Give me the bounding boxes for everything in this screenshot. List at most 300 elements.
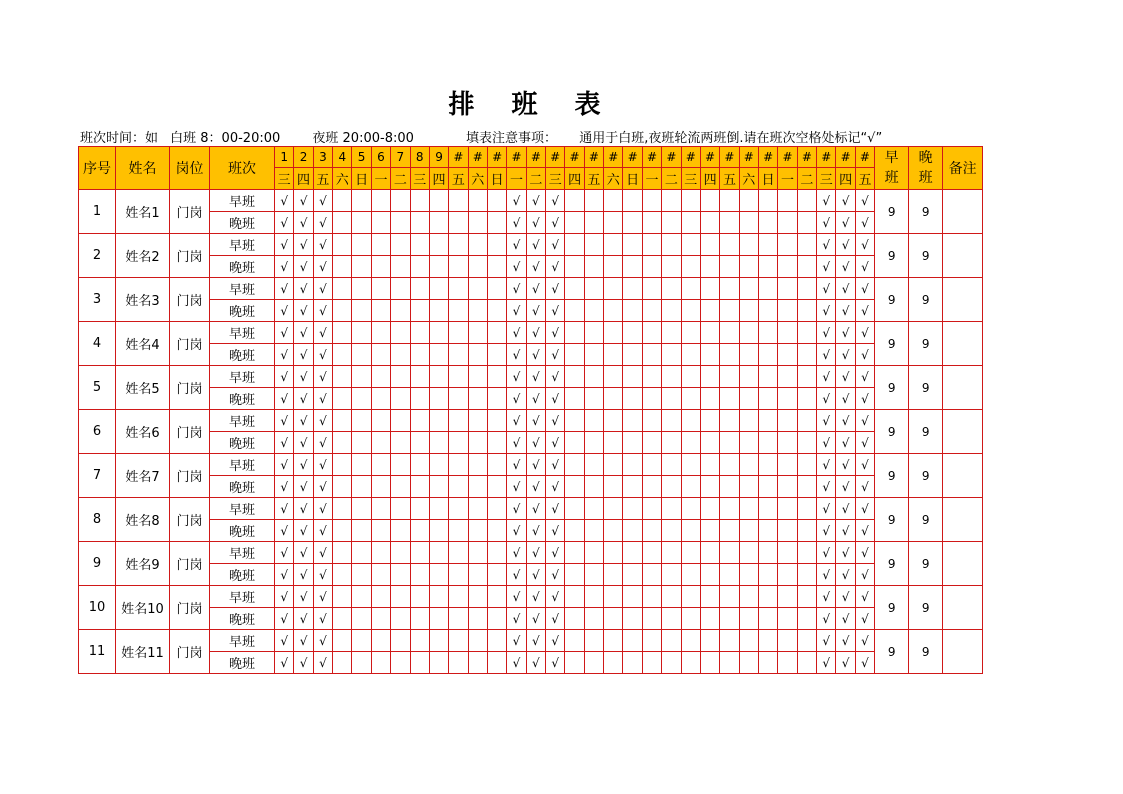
schedule-cell[interactable] [487, 608, 506, 630]
remark-cell[interactable] [943, 542, 983, 586]
schedule-cell[interactable] [468, 344, 487, 366]
schedule-cell[interactable]: √ [313, 410, 332, 432]
schedule-cell[interactable] [720, 212, 739, 234]
schedule-cell[interactable] [758, 322, 777, 344]
schedule-cell[interactable]: √ [836, 344, 855, 366]
schedule-cell[interactable]: √ [855, 410, 874, 432]
schedule-cell[interactable] [758, 520, 777, 542]
schedule-cell[interactable]: √ [855, 432, 874, 454]
schedule-cell[interactable] [739, 344, 758, 366]
schedule-cell[interactable] [720, 256, 739, 278]
schedule-cell[interactable] [584, 190, 603, 212]
schedule-cell[interactable]: √ [817, 388, 836, 410]
schedule-cell[interactable] [391, 212, 410, 234]
schedule-cell[interactable] [720, 476, 739, 498]
schedule-cell[interactable]: √ [836, 630, 855, 652]
schedule-cell[interactable] [391, 432, 410, 454]
schedule-cell[interactable] [565, 586, 584, 608]
schedule-cell[interactable] [739, 388, 758, 410]
schedule-cell[interactable]: √ [836, 278, 855, 300]
schedule-cell[interactable] [333, 476, 352, 498]
schedule-cell[interactable] [604, 388, 623, 410]
remark-cell[interactable] [943, 630, 983, 674]
schedule-cell[interactable]: √ [294, 454, 313, 476]
schedule-cell[interactable] [681, 542, 700, 564]
schedule-cell[interactable] [681, 366, 700, 388]
schedule-cell[interactable] [333, 256, 352, 278]
schedule-cell[interactable] [468, 498, 487, 520]
schedule-cell[interactable] [468, 564, 487, 586]
schedule-cell[interactable] [391, 322, 410, 344]
schedule-cell[interactable] [700, 278, 719, 300]
schedule-cell[interactable]: √ [275, 256, 294, 278]
schedule-cell[interactable] [700, 586, 719, 608]
schedule-cell[interactable] [758, 454, 777, 476]
schedule-cell[interactable] [758, 212, 777, 234]
schedule-cell[interactable] [720, 278, 739, 300]
schedule-cell[interactable]: √ [294, 652, 313, 674]
schedule-cell[interactable] [371, 366, 390, 388]
schedule-cell[interactable] [333, 234, 352, 256]
schedule-cell[interactable] [662, 652, 681, 674]
schedule-cell[interactable] [642, 520, 661, 542]
schedule-cell[interactable] [449, 432, 468, 454]
schedule-cell[interactable]: √ [546, 278, 565, 300]
schedule-cell[interactable]: √ [526, 322, 545, 344]
schedule-cell[interactable] [352, 586, 371, 608]
schedule-cell[interactable]: √ [313, 652, 332, 674]
schedule-cell[interactable] [391, 300, 410, 322]
schedule-cell[interactable]: √ [294, 190, 313, 212]
schedule-cell[interactable] [565, 476, 584, 498]
schedule-cell[interactable] [739, 476, 758, 498]
remark-cell[interactable] [943, 586, 983, 630]
schedule-cell[interactable] [352, 344, 371, 366]
schedule-cell[interactable]: √ [294, 498, 313, 520]
schedule-cell[interactable] [449, 454, 468, 476]
schedule-cell[interactable] [487, 498, 506, 520]
schedule-cell[interactable] [371, 300, 390, 322]
schedule-cell[interactable]: √ [817, 630, 836, 652]
schedule-cell[interactable] [623, 542, 642, 564]
schedule-cell[interactable] [681, 476, 700, 498]
schedule-cell[interactable]: √ [294, 234, 313, 256]
schedule-cell[interactable] [410, 366, 429, 388]
schedule-cell[interactable]: √ [294, 410, 313, 432]
schedule-cell[interactable] [371, 256, 390, 278]
schedule-cell[interactable] [449, 190, 468, 212]
schedule-cell[interactable] [681, 432, 700, 454]
schedule-cell[interactable] [371, 234, 390, 256]
schedule-cell[interactable] [468, 542, 487, 564]
schedule-cell[interactable] [429, 608, 448, 630]
schedule-cell[interactable]: √ [275, 388, 294, 410]
schedule-cell[interactable] [604, 190, 623, 212]
schedule-cell[interactable] [333, 410, 352, 432]
schedule-cell[interactable] [623, 432, 642, 454]
schedule-cell[interactable] [700, 630, 719, 652]
schedule-cell[interactable]: √ [817, 256, 836, 278]
schedule-cell[interactable] [778, 630, 797, 652]
schedule-cell[interactable] [410, 278, 429, 300]
schedule-cell[interactable] [371, 432, 390, 454]
schedule-cell[interactable]: √ [313, 344, 332, 366]
schedule-cell[interactable]: √ [313, 454, 332, 476]
schedule-cell[interactable]: √ [294, 344, 313, 366]
schedule-cell[interactable] [778, 410, 797, 432]
schedule-cell[interactable] [623, 652, 642, 674]
schedule-cell[interactable] [681, 322, 700, 344]
schedule-cell[interactable] [681, 630, 700, 652]
schedule-cell[interactable] [352, 608, 371, 630]
schedule-cell[interactable] [623, 608, 642, 630]
schedule-cell[interactable]: √ [526, 542, 545, 564]
schedule-cell[interactable]: √ [507, 190, 526, 212]
schedule-cell[interactable]: √ [546, 608, 565, 630]
schedule-cell[interactable] [662, 366, 681, 388]
schedule-cell[interactable] [604, 564, 623, 586]
schedule-cell[interactable] [371, 212, 390, 234]
schedule-cell[interactable] [778, 278, 797, 300]
schedule-cell[interactable] [739, 410, 758, 432]
schedule-cell[interactable] [410, 388, 429, 410]
schedule-cell[interactable] [352, 234, 371, 256]
schedule-cell[interactable]: √ [817, 520, 836, 542]
schedule-cell[interactable] [797, 608, 816, 630]
schedule-cell[interactable] [662, 256, 681, 278]
schedule-cell[interactable] [333, 322, 352, 344]
schedule-cell[interactable] [778, 432, 797, 454]
schedule-cell[interactable]: √ [546, 498, 565, 520]
schedule-cell[interactable] [449, 520, 468, 542]
schedule-cell[interactable] [565, 344, 584, 366]
schedule-cell[interactable] [449, 476, 468, 498]
schedule-cell[interactable]: √ [526, 520, 545, 542]
schedule-cell[interactable]: √ [294, 256, 313, 278]
schedule-cell[interactable]: √ [836, 388, 855, 410]
schedule-cell[interactable]: √ [855, 454, 874, 476]
schedule-cell[interactable]: √ [275, 586, 294, 608]
schedule-cell[interactable] [758, 256, 777, 278]
schedule-cell[interactable]: √ [817, 498, 836, 520]
schedule-cell[interactable] [700, 344, 719, 366]
schedule-cell[interactable] [565, 652, 584, 674]
schedule-cell[interactable]: √ [817, 476, 836, 498]
schedule-cell[interactable] [371, 542, 390, 564]
schedule-cell[interactable] [429, 278, 448, 300]
schedule-cell[interactable] [429, 432, 448, 454]
schedule-cell[interactable] [604, 520, 623, 542]
schedule-cell[interactable] [778, 542, 797, 564]
schedule-cell[interactable] [468, 630, 487, 652]
schedule-cell[interactable] [333, 454, 352, 476]
schedule-cell[interactable] [565, 432, 584, 454]
schedule-cell[interactable] [778, 234, 797, 256]
schedule-cell[interactable] [642, 432, 661, 454]
schedule-cell[interactable] [778, 256, 797, 278]
schedule-cell[interactable] [604, 322, 623, 344]
schedule-cell[interactable] [333, 520, 352, 542]
schedule-cell[interactable] [623, 410, 642, 432]
schedule-cell[interactable] [487, 586, 506, 608]
schedule-cell[interactable] [333, 564, 352, 586]
schedule-cell[interactable]: √ [546, 564, 565, 586]
schedule-cell[interactable] [681, 454, 700, 476]
schedule-cell[interactable] [739, 564, 758, 586]
schedule-cell[interactable]: √ [275, 476, 294, 498]
schedule-cell[interactable] [410, 520, 429, 542]
schedule-cell[interactable]: √ [275, 432, 294, 454]
schedule-cell[interactable] [681, 278, 700, 300]
schedule-cell[interactable]: √ [313, 432, 332, 454]
schedule-cell[interactable]: √ [526, 234, 545, 256]
schedule-cell[interactable] [565, 542, 584, 564]
schedule-cell[interactable] [371, 410, 390, 432]
schedule-cell[interactable]: √ [855, 256, 874, 278]
schedule-cell[interactable] [487, 542, 506, 564]
schedule-cell[interactable] [642, 256, 661, 278]
schedule-cell[interactable] [604, 212, 623, 234]
schedule-cell[interactable]: √ [313, 212, 332, 234]
schedule-cell[interactable] [642, 278, 661, 300]
schedule-cell[interactable] [623, 564, 642, 586]
schedule-cell[interactable] [739, 190, 758, 212]
schedule-cell[interactable] [410, 300, 429, 322]
schedule-cell[interactable]: √ [507, 300, 526, 322]
schedule-cell[interactable]: √ [294, 542, 313, 564]
schedule-cell[interactable] [623, 278, 642, 300]
schedule-cell[interactable] [739, 542, 758, 564]
schedule-cell[interactable]: √ [855, 300, 874, 322]
schedule-cell[interactable] [584, 256, 603, 278]
schedule-cell[interactable] [720, 542, 739, 564]
schedule-cell[interactable]: √ [507, 278, 526, 300]
schedule-cell[interactable] [391, 608, 410, 630]
schedule-cell[interactable] [468, 608, 487, 630]
schedule-cell[interactable] [739, 234, 758, 256]
schedule-cell[interactable] [758, 498, 777, 520]
schedule-cell[interactable] [681, 344, 700, 366]
schedule-cell[interactable] [487, 564, 506, 586]
schedule-cell[interactable]: √ [855, 322, 874, 344]
schedule-cell[interactable]: √ [855, 190, 874, 212]
schedule-cell[interactable] [565, 520, 584, 542]
schedule-cell[interactable]: √ [507, 498, 526, 520]
schedule-cell[interactable] [391, 652, 410, 674]
schedule-cell[interactable] [410, 432, 429, 454]
schedule-cell[interactable] [449, 344, 468, 366]
schedule-cell[interactable] [565, 278, 584, 300]
schedule-cell[interactable] [449, 388, 468, 410]
schedule-cell[interactable] [778, 476, 797, 498]
schedule-cell[interactable] [642, 212, 661, 234]
schedule-cell[interactable] [623, 454, 642, 476]
schedule-cell[interactable] [371, 476, 390, 498]
schedule-cell[interactable] [429, 476, 448, 498]
schedule-cell[interactable] [468, 454, 487, 476]
schedule-cell[interactable] [642, 542, 661, 564]
schedule-cell[interactable] [662, 388, 681, 410]
schedule-cell[interactable]: √ [836, 608, 855, 630]
schedule-cell[interactable] [333, 212, 352, 234]
schedule-cell[interactable] [758, 630, 777, 652]
schedule-cell[interactable] [778, 300, 797, 322]
schedule-cell[interactable] [352, 542, 371, 564]
schedule-cell[interactable]: √ [507, 630, 526, 652]
schedule-cell[interactable] [778, 586, 797, 608]
schedule-cell[interactable] [352, 212, 371, 234]
schedule-cell[interactable] [681, 564, 700, 586]
schedule-cell[interactable] [468, 388, 487, 410]
schedule-cell[interactable]: √ [526, 476, 545, 498]
schedule-cell[interactable] [797, 344, 816, 366]
schedule-cell[interactable] [371, 652, 390, 674]
schedule-cell[interactable] [700, 212, 719, 234]
schedule-cell[interactable]: √ [836, 652, 855, 674]
schedule-cell[interactable] [429, 542, 448, 564]
schedule-cell[interactable] [797, 366, 816, 388]
schedule-cell[interactable] [700, 366, 719, 388]
schedule-cell[interactable] [391, 388, 410, 410]
schedule-cell[interactable]: √ [546, 476, 565, 498]
schedule-cell[interactable] [371, 608, 390, 630]
schedule-cell[interactable] [681, 212, 700, 234]
schedule-cell[interactable]: √ [294, 520, 313, 542]
schedule-cell[interactable]: √ [507, 564, 526, 586]
schedule-cell[interactable] [642, 476, 661, 498]
schedule-cell[interactable]: √ [507, 454, 526, 476]
schedule-cell[interactable] [604, 366, 623, 388]
schedule-cell[interactable] [429, 564, 448, 586]
schedule-cell[interactable]: √ [855, 498, 874, 520]
schedule-cell[interactable] [778, 322, 797, 344]
schedule-cell[interactable]: √ [836, 564, 855, 586]
schedule-cell[interactable] [565, 454, 584, 476]
schedule-cell[interactable] [642, 410, 661, 432]
schedule-cell[interactable]: √ [526, 344, 545, 366]
schedule-cell[interactable]: √ [836, 520, 855, 542]
schedule-cell[interactable]: √ [294, 608, 313, 630]
schedule-cell[interactable]: √ [855, 608, 874, 630]
schedule-cell[interactable] [333, 608, 352, 630]
schedule-cell[interactable] [584, 322, 603, 344]
schedule-cell[interactable]: √ [526, 432, 545, 454]
schedule-cell[interactable] [391, 344, 410, 366]
remark-cell[interactable] [943, 498, 983, 542]
schedule-cell[interactable] [565, 410, 584, 432]
schedule-cell[interactable] [662, 322, 681, 344]
schedule-cell[interactable] [410, 344, 429, 366]
schedule-cell[interactable]: √ [313, 300, 332, 322]
schedule-cell[interactable]: √ [546, 256, 565, 278]
schedule-cell[interactable]: √ [275, 190, 294, 212]
schedule-cell[interactable]: √ [546, 432, 565, 454]
schedule-cell[interactable] [410, 476, 429, 498]
schedule-cell[interactable] [333, 630, 352, 652]
schedule-cell[interactable] [584, 630, 603, 652]
schedule-cell[interactable] [623, 212, 642, 234]
schedule-cell[interactable] [371, 454, 390, 476]
schedule-cell[interactable] [797, 300, 816, 322]
schedule-cell[interactable] [565, 564, 584, 586]
schedule-cell[interactable] [604, 630, 623, 652]
schedule-cell[interactable] [352, 564, 371, 586]
schedule-cell[interactable] [565, 498, 584, 520]
schedule-cell[interactable] [662, 344, 681, 366]
schedule-cell[interactable] [410, 454, 429, 476]
schedule-cell[interactable]: √ [546, 388, 565, 410]
schedule-cell[interactable]: √ [313, 190, 332, 212]
schedule-cell[interactable]: √ [313, 256, 332, 278]
schedule-cell[interactable] [720, 586, 739, 608]
schedule-cell[interactable] [449, 652, 468, 674]
schedule-cell[interactable] [662, 476, 681, 498]
schedule-cell[interactable] [449, 410, 468, 432]
schedule-cell[interactable] [681, 498, 700, 520]
schedule-cell[interactable] [758, 234, 777, 256]
schedule-cell[interactable]: √ [546, 542, 565, 564]
schedule-cell[interactable] [681, 410, 700, 432]
schedule-cell[interactable]: √ [294, 586, 313, 608]
schedule-cell[interactable] [429, 234, 448, 256]
schedule-cell[interactable]: √ [526, 256, 545, 278]
schedule-cell[interactable] [739, 520, 758, 542]
schedule-cell[interactable] [391, 454, 410, 476]
schedule-cell[interactable]: √ [546, 366, 565, 388]
schedule-cell[interactable] [333, 300, 352, 322]
schedule-cell[interactable] [720, 630, 739, 652]
schedule-cell[interactable]: √ [817, 432, 836, 454]
schedule-cell[interactable] [449, 586, 468, 608]
schedule-cell[interactable]: √ [526, 586, 545, 608]
schedule-cell[interactable] [604, 410, 623, 432]
schedule-cell[interactable] [662, 212, 681, 234]
schedule-cell[interactable] [662, 190, 681, 212]
schedule-cell[interactable] [468, 234, 487, 256]
schedule-cell[interactable]: √ [275, 300, 294, 322]
schedule-cell[interactable] [449, 498, 468, 520]
schedule-cell[interactable]: √ [836, 256, 855, 278]
schedule-cell[interactable] [391, 256, 410, 278]
schedule-cell[interactable] [565, 322, 584, 344]
schedule-cell[interactable] [642, 630, 661, 652]
schedule-cell[interactable] [410, 322, 429, 344]
schedule-cell[interactable]: √ [313, 366, 332, 388]
schedule-cell[interactable] [333, 432, 352, 454]
remark-cell[interactable] [943, 410, 983, 454]
remark-cell[interactable] [943, 366, 983, 410]
schedule-cell[interactable] [333, 388, 352, 410]
schedule-cell[interactable]: √ [294, 366, 313, 388]
schedule-cell[interactable] [410, 652, 429, 674]
schedule-cell[interactable]: √ [507, 234, 526, 256]
schedule-cell[interactable] [584, 586, 603, 608]
schedule-cell[interactable] [333, 542, 352, 564]
schedule-cell[interactable] [352, 366, 371, 388]
schedule-cell[interactable]: √ [855, 520, 874, 542]
schedule-cell[interactable] [352, 256, 371, 278]
schedule-cell[interactable] [584, 278, 603, 300]
schedule-cell[interactable] [584, 410, 603, 432]
schedule-cell[interactable] [468, 652, 487, 674]
schedule-cell[interactable]: √ [313, 234, 332, 256]
schedule-cell[interactable] [584, 520, 603, 542]
schedule-cell[interactable] [797, 476, 816, 498]
schedule-cell[interactable] [623, 586, 642, 608]
schedule-cell[interactable] [797, 652, 816, 674]
schedule-cell[interactable] [681, 608, 700, 630]
schedule-cell[interactable] [662, 586, 681, 608]
